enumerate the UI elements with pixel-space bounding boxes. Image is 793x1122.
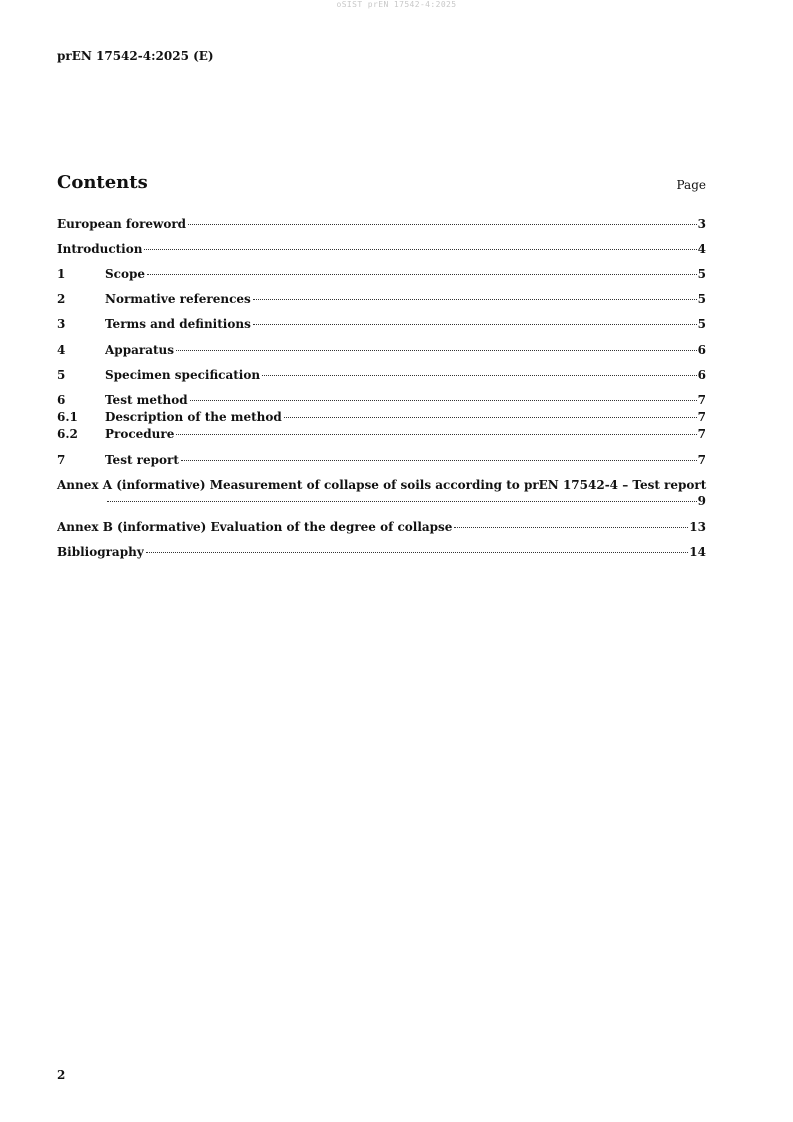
toc-page-number: 6 xyxy=(697,368,706,382)
toc-entry-introduction[interactable] xyxy=(57,241,706,257)
toc-page-number: 4 xyxy=(697,242,706,256)
toc-section-number: 6 xyxy=(57,393,66,407)
toc-section-number: 5 xyxy=(57,368,66,382)
toc-title: European foreword xyxy=(57,217,187,231)
toc-title: Specimen specification xyxy=(105,368,261,382)
toc-page-number: 6 xyxy=(697,343,706,357)
toc-leader-dots xyxy=(262,375,697,376)
toc-leader-dots xyxy=(181,460,697,461)
toc-entry-specimen-specification[interactable] xyxy=(57,367,706,383)
toc-annex-a-continuation xyxy=(107,493,706,509)
toc-page-number: 7 xyxy=(697,410,706,424)
toc-title: Terms and definitions xyxy=(105,317,251,331)
page-column-heading: Page xyxy=(676,178,706,192)
toc-leader-dots xyxy=(176,434,696,435)
watermark: oSIST prEN 17542-4:2025 xyxy=(336,0,457,9)
toc-entry-description-of-method[interactable] xyxy=(57,409,706,425)
toc-title: Description of the method xyxy=(105,410,282,424)
toc-title: Apparatus xyxy=(105,343,174,357)
toc-section-number: 3 xyxy=(57,317,66,331)
toc-page-number: 5 xyxy=(697,292,706,306)
toc-page-number: 14 xyxy=(689,545,706,559)
toc-leader-dots xyxy=(146,552,689,553)
page-number: 2 xyxy=(57,1068,66,1082)
toc-section-number: 4 xyxy=(57,343,66,357)
toc-leader-dots xyxy=(284,417,697,418)
toc-page-number: 7 xyxy=(697,453,706,467)
toc-entry-normative-references[interactable] xyxy=(57,291,706,307)
toc-section-number: 6.2 xyxy=(57,427,78,441)
toc-page-number: 13 xyxy=(689,520,706,534)
toc-page-number: 5 xyxy=(697,267,706,281)
toc-entry-annex-b[interactable] xyxy=(57,519,706,535)
toc-section-number: 2 xyxy=(57,292,66,306)
toc-entry-terms-and-definitions[interactable] xyxy=(57,316,706,332)
toc-title: Annex A (informative) Measurement of collapse of soils according to prEN 17542-4 – Test report xyxy=(57,478,707,492)
toc-title: Test report xyxy=(105,453,179,467)
toc-leader-dots xyxy=(176,350,697,351)
toc-entry-bibliography[interactable] xyxy=(57,544,706,560)
toc-title: Bibliography xyxy=(57,545,144,559)
toc-entry-scope[interactable] xyxy=(57,266,706,282)
toc-entry-procedure[interactable] xyxy=(57,426,706,442)
document-id: prEN 17542-4:2025 (E) xyxy=(57,49,214,63)
toc-leader-dots xyxy=(454,527,688,528)
toc-leader-dots xyxy=(253,324,697,325)
toc-page-number: 9 xyxy=(697,494,706,508)
toc-title: Scope xyxy=(105,267,146,281)
toc-title: Introduction xyxy=(57,242,143,256)
toc-title: Normative references xyxy=(105,292,251,306)
toc-leader-dots xyxy=(253,299,697,300)
toc-title: Annex B (informative) Evaluation of the degree of collapse xyxy=(57,520,453,534)
toc-section-number: 7 xyxy=(57,453,66,467)
toc-title: Test method xyxy=(105,393,188,407)
toc-entry-test-method[interactable] xyxy=(57,392,706,408)
toc-entry-test-report[interactable] xyxy=(57,452,706,468)
toc-title: Procedure xyxy=(105,427,175,441)
toc-page-number: 5 xyxy=(697,317,706,331)
toc-leader-dots xyxy=(147,274,697,275)
toc-page-number: 7 xyxy=(697,393,706,407)
toc-section-number: 1 xyxy=(57,267,66,281)
toc-leader-dots xyxy=(144,249,696,250)
toc-entry-apparatus[interactable] xyxy=(57,342,706,358)
toc-section-number: 6.1 xyxy=(57,410,78,424)
toc-leader-dots xyxy=(190,400,697,401)
toc-leader-dots xyxy=(107,501,697,502)
toc-page-number: 3 xyxy=(697,217,706,231)
toc-entry-foreword[interactable] xyxy=(57,216,706,232)
toc-leader-dots xyxy=(188,224,697,225)
toc-page-number: 7 xyxy=(697,427,706,441)
contents-heading: Contents xyxy=(57,172,148,193)
